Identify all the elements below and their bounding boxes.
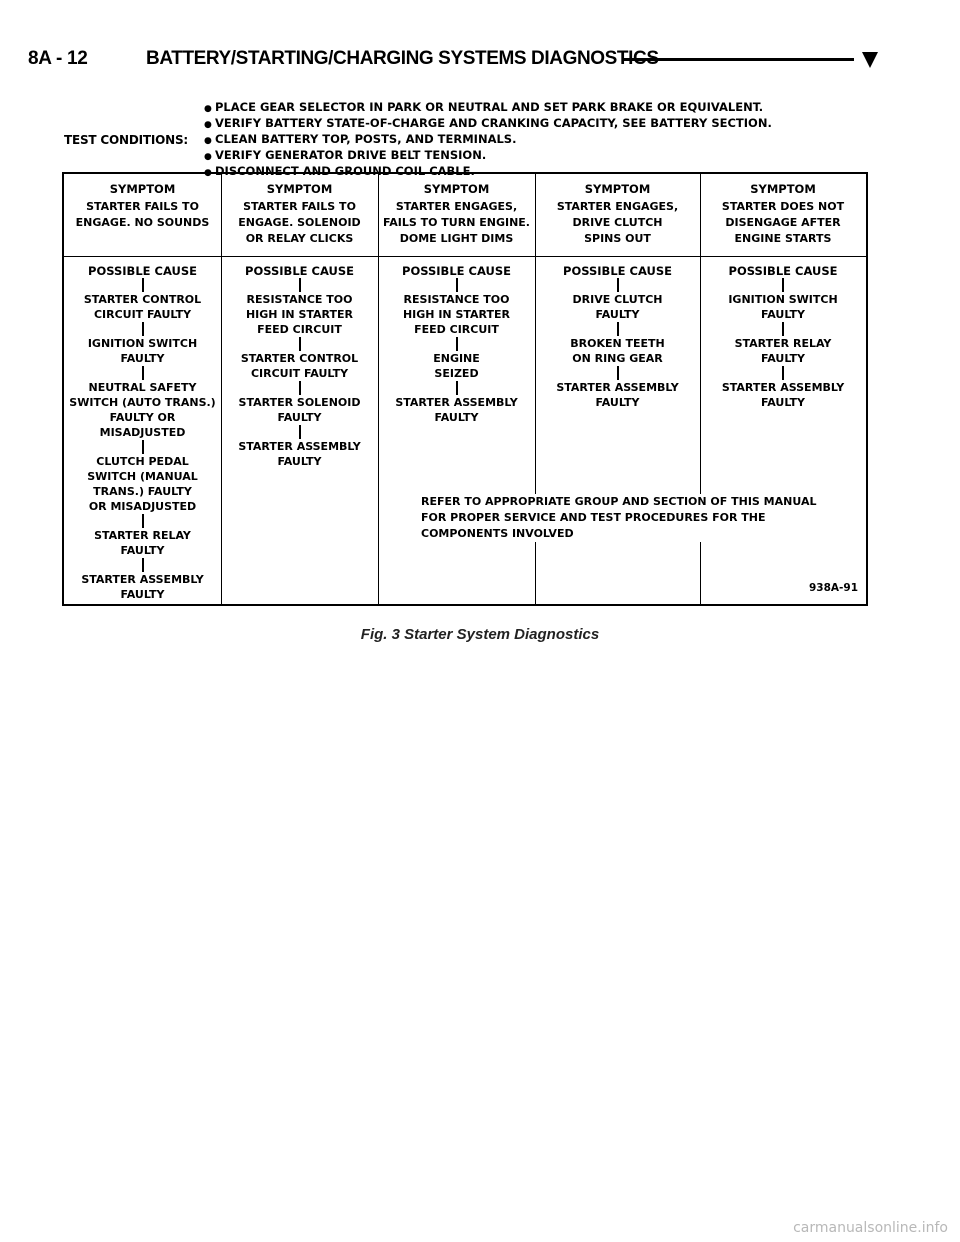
header-rule <box>622 58 854 61</box>
figure-caption: Fig. 3 Starter System Diagnostics <box>360 626 600 643</box>
possible-cause-heading: POSSIBLE CAUSE <box>563 264 672 278</box>
list-item: ● CLEAN BATTERY TOP, POSTS, AND TERMINALS. <box>204 131 772 147</box>
possible-cause-heading: POSSIBLE CAUSE <box>88 264 197 278</box>
connector-line <box>456 278 458 292</box>
refer-note: REFER TO APPROPRIATE GROUP AND SECTION OF THIS MANUAL FOR PROPER SERVICE AND TEST PROCEDURES FOR THE COMPONENTS INVOLVED <box>421 495 817 540</box>
possible-cause: BROKEN TEETH ON RING GEAR <box>570 337 665 365</box>
connector-line <box>617 278 619 292</box>
symptom-heading: SYMPTOM <box>423 182 490 196</box>
symptom-text: STARTER ENGAGES, DRIVE CLUTCH SPINS OUT <box>556 200 679 245</box>
bullet-icon: ● <box>204 168 212 178</box>
connector-line <box>142 514 144 528</box>
cause-chain <box>535 278 700 410</box>
possible-cause-heading: POSSIBLE CAUSE <box>728 264 838 278</box>
connector-line <box>142 440 144 454</box>
possible-cause: ENGINE SEIZED <box>433 352 480 380</box>
bullet-icon: ● <box>204 136 212 146</box>
connector-line <box>299 337 301 351</box>
bullet-icon: ● <box>204 152 212 162</box>
symptom-heading: SYMPTOM <box>750 182 816 196</box>
connector-line <box>782 366 784 380</box>
possible-cause: CLUTCH PEDAL SWITCH (MANUAL TRANS.) FAULTY OR MISADJUSTED <box>87 455 198 513</box>
connector-line <box>456 381 458 395</box>
symptom-text: STARTER FAILS TO ENGAGE. SOLENOID OR RELAY CLICKS <box>238 200 361 245</box>
connector-line <box>617 366 619 380</box>
page-title: BATTERY/STARTING/CHARGING SYSTEMS DIAGNOSTICS <box>146 48 659 69</box>
cause-chain <box>378 278 535 425</box>
symptom-text: STARTER FAILS TO ENGAGE. NO SOUNDS <box>75 200 210 229</box>
connector-line <box>299 278 301 292</box>
connector-line <box>299 381 301 395</box>
possible-cause: STARTER ASSEMBLY FAULTY <box>721 381 845 409</box>
watermark: carmanualsonline.info <box>793 1220 948 1236</box>
possible-cause: IGNITION SWITCH FAULTY <box>87 337 198 365</box>
connector-line <box>299 425 301 439</box>
list-item: ● VERIFY BATTERY STATE-OF-CHARGE AND CRANKING CAPACITY, SEE BATTERY SECTION. <box>204 115 772 131</box>
possible-cause: STARTER RELAY FAULTY <box>734 337 832 365</box>
possible-cause: STARTER CONTROL CIRCUIT FAULTY <box>240 352 359 380</box>
possible-cause: DRIVE CLUTCH FAULTY <box>572 293 663 321</box>
possible-cause: RESISTANCE TOO HIGH IN STARTER FEED CIRCUIT <box>402 293 511 336</box>
cause-chain <box>64 278 221 602</box>
connector-line <box>142 558 144 572</box>
symptom-heading: SYMPTOM <box>109 182 176 196</box>
possible-cause: STARTER ASSEMBLY FAULTY <box>395 396 518 424</box>
figure-id: 938A-91 <box>808 582 858 594</box>
cause-chain <box>700 278 866 410</box>
list-item: ● VERIFY GENERATOR DRIVE BELT TENSION. <box>204 147 772 163</box>
possible-cause: STARTER SOLENOID FAULTY <box>238 396 361 424</box>
section-number: 8A - 12 <box>28 48 88 69</box>
test-conditions-label: TEST CONDITIONS: <box>64 133 189 147</box>
possible-cause: NEUTRAL SAFETY SWITCH (AUTO TRANS.) FAULTY OR MISADJUSTED <box>69 381 216 439</box>
connector-line <box>782 278 784 292</box>
symptom-text: STARTER ENGAGES, FAILS TO TURN ENGINE. DOME LIGHT DIMS <box>383 200 530 245</box>
down-triangle-icon <box>862 52 878 68</box>
possible-cause: RESISTANCE TOO HIGH IN STARTER FEED CIRCUIT <box>245 293 354 336</box>
page-header <box>28 48 878 78</box>
possible-cause-heading: POSSIBLE CAUSE <box>402 264 511 278</box>
bullet-icon: ● <box>204 104 212 114</box>
symptom-text: STARTER DOES NOT DISENGAGE AFTER ENGINE STARTS <box>721 200 845 245</box>
possible-cause: STARTER ASSEMBLY FAULTY <box>238 440 361 468</box>
starter-diagnostics-chart <box>62 172 868 606</box>
diagnostic-column <box>64 174 221 604</box>
list-item: ● PLACE GEAR SELECTOR IN PARK OR NEUTRAL AND SET PARK BRAKE OR EQUIVALENT. <box>204 99 772 115</box>
possible-cause: STARTER ASSEMBLY FAULTY <box>81 573 204 601</box>
connector-line <box>142 322 144 336</box>
diagnostic-column <box>221 174 378 604</box>
possible-cause: IGNITION SWITCH FAULTY <box>728 293 838 321</box>
possible-cause: STARTER CONTROL CIRCUIT FAULTY <box>83 293 202 321</box>
possible-cause: STARTER ASSEMBLY FAULTY <box>556 381 679 409</box>
connector-line <box>456 337 458 351</box>
possible-cause-heading: POSSIBLE CAUSE <box>245 264 354 278</box>
bullet-icon: ● <box>204 120 212 130</box>
symptom-heading: SYMPTOM <box>266 182 333 196</box>
list-item: ● DISCONNECT AND GROUND COIL CABLE. <box>204 163 772 179</box>
connector-line <box>142 278 144 292</box>
connector-line <box>617 322 619 336</box>
connector-line <box>142 366 144 380</box>
connector-line <box>782 322 784 336</box>
symptom-heading: SYMPTOM <box>584 182 651 196</box>
possible-cause: STARTER RELAY FAULTY <box>94 529 191 557</box>
test-conditions-list <box>204 99 772 179</box>
cause-chain <box>221 278 378 469</box>
